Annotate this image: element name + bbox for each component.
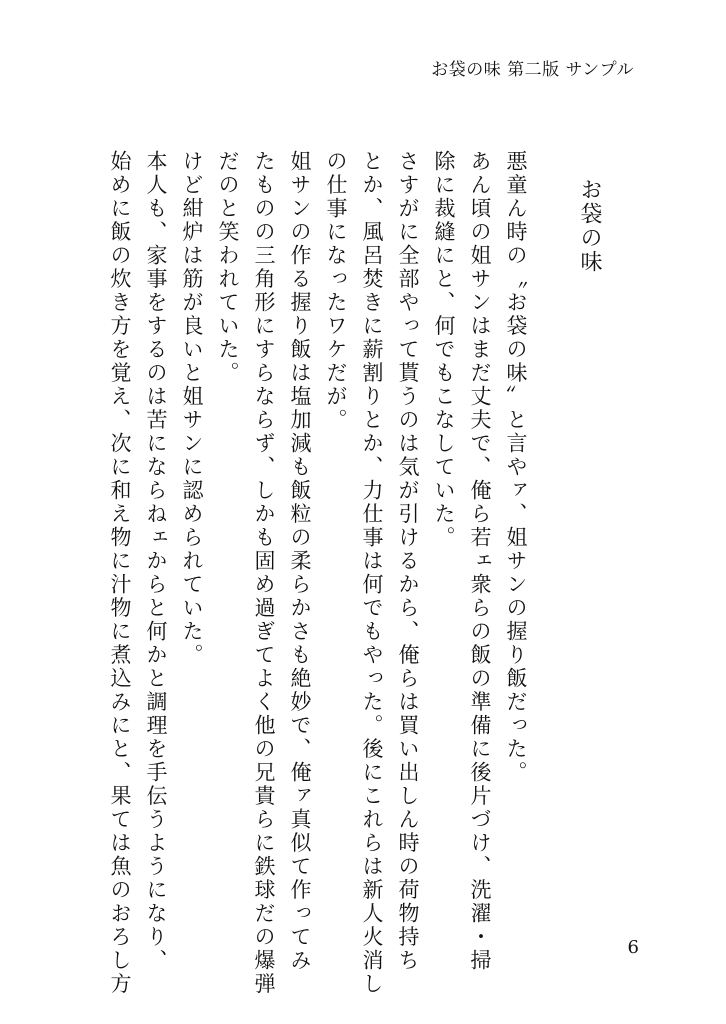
text-column-4: さすがに全部やって貰うのは気が引けるから、俺らは買い出しん時の荷物持ち [396,150,420,973]
page-number: 6 [627,937,639,958]
text-column-5: とか、風呂焚きに薪割りとか、力仕事は何でもやった。後にこれらは新人火消し [360,150,384,996]
text-column-8: たものの三角形にすらならず、しかも固め過ぎてよく他の兄貴らに鉄球だの爆弾 [252,150,276,996]
text-column-2: あん頃の姐サンはまだ丈夫で、俺ら若ェ衆らの飯の準備に後片づけ、洗濯・掃 [468,150,492,973]
chapter-title: お袋の味 [577,178,602,274]
text-column-6: の仕事になったワケだが。 [324,150,348,432]
text-column-1: 悪童ん時の〝お袋の味〟と言やァ、姐サンの握り飯だった。 [504,150,528,785]
text-column-12: 始めに飯の炊き方を覚え、次に和え物に汁物に煮込みにと、果ては魚のおろし方 [108,150,132,996]
text-column-7: 姐サンの作る握り飯は塩加減も飯粒の柔らかさも絶妙で、俺ァ真似て作ってみ [288,150,312,973]
running-header: お袋の味 第二版 サンプル [431,60,634,80]
text-column-9: だのと笑われていた。 [216,150,240,385]
text-column-10: けど紺炉は筋が良いと姐サンに認められていた。 [180,150,204,667]
text-column-3: 除に裁縫にと、何でもこなしていた。 [432,150,456,550]
text-column-11: 本人も、家事をするのは苦にならねェからと何かと調理を手伝うようになり、 [144,150,168,973]
